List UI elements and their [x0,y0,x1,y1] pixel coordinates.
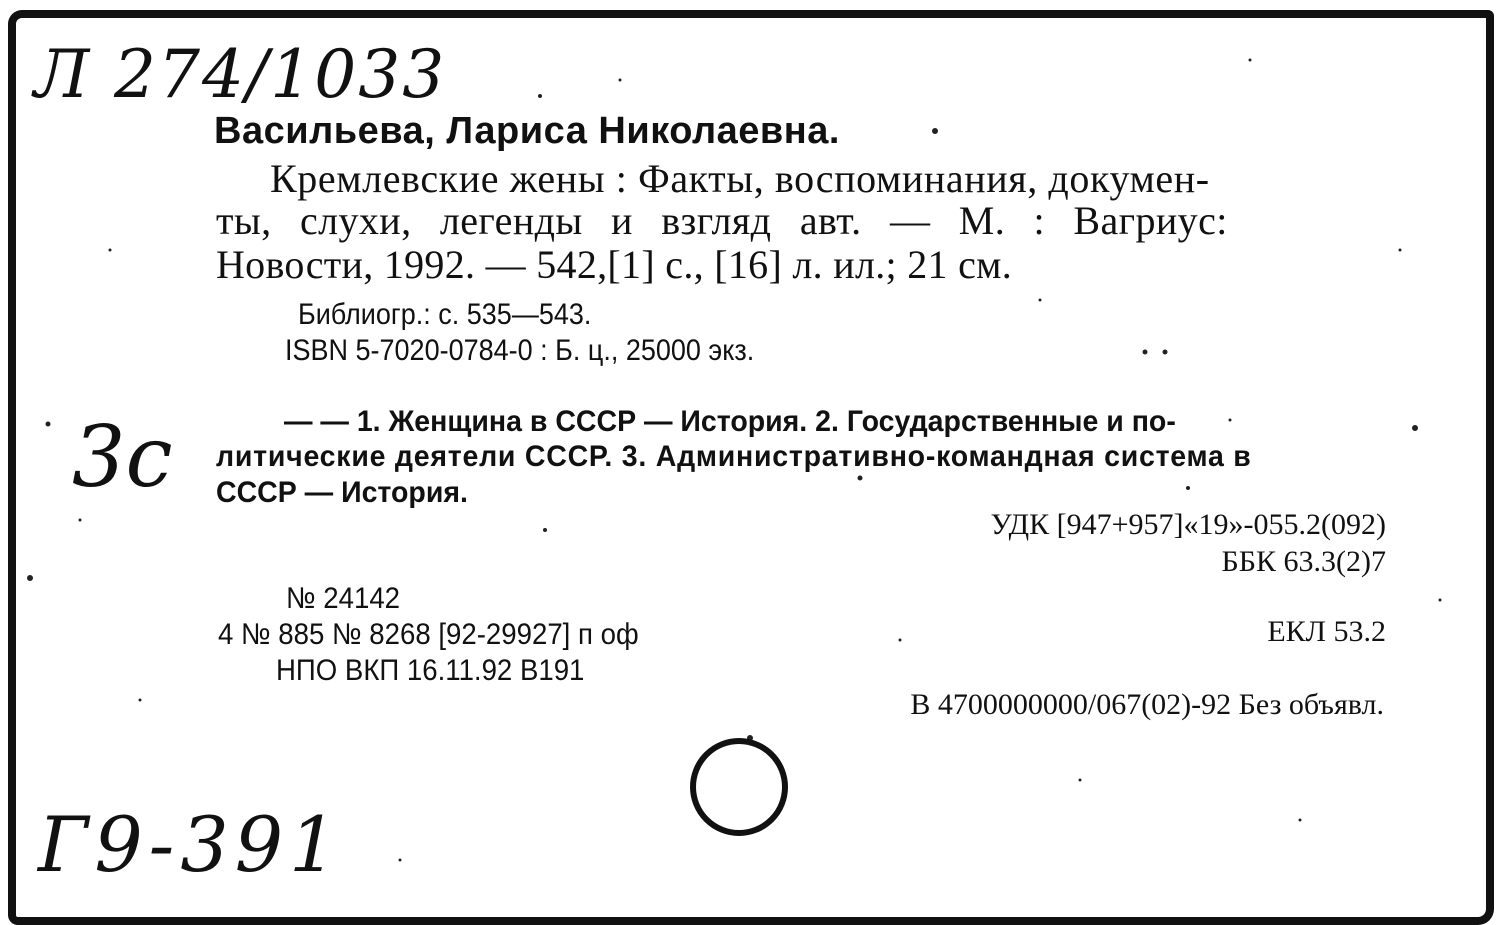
bbk-code: ББК 63.3(2)7 [1221,545,1386,578]
publisher-info-line: НПО ВКП 16.11.92 В191 [276,654,585,687]
author-heading: Васильева, Лариса Николаевна. [214,110,840,152]
b-code-line: В 4700000000/067(02)-92 Без объявл. [910,688,1384,721]
title-line: Кремлевские жены : Факты, воспоминания, докумен- [270,156,1210,201]
card-number: № 24142 [286,582,401,615]
ekl-code: ЕКЛ 53.2 [1267,615,1386,648]
bibliography-note: Библиогр.: с. 535—543. [298,298,592,331]
title-line: ты, слухи, легенды и взгляд авт. — М. : Вагриус: [216,198,1228,243]
title-line: Новости, 1992. — 542,[1] с., [16] л. ил.; 21 см. [216,242,1013,287]
punch-hole [690,738,788,836]
subject-headings-line: литические деятели СССР. 3. Административно-командная система в [216,440,1252,473]
subject-headings-line: — — 1. Женщина в СССР — История. 2. Государственные и по- [284,405,1176,438]
print-info-line: 4 № 885 № 8268 [92-29927] п оф [218,618,639,651]
udk-code: УДК [947+957]«19»-055.2(092) [990,508,1386,541]
handwritten-shelf-mark: Л 274/1033 [34,36,447,113]
handwritten-inventory-number: Г9-391 [38,800,344,889]
isbn-line: ISBN 5-7020-0784-0 : Б. ц., 25000 экз. [285,334,755,367]
handwritten-classification-mark: 3с [72,408,173,506]
subject-headings-line: СССР — История. [216,476,468,509]
